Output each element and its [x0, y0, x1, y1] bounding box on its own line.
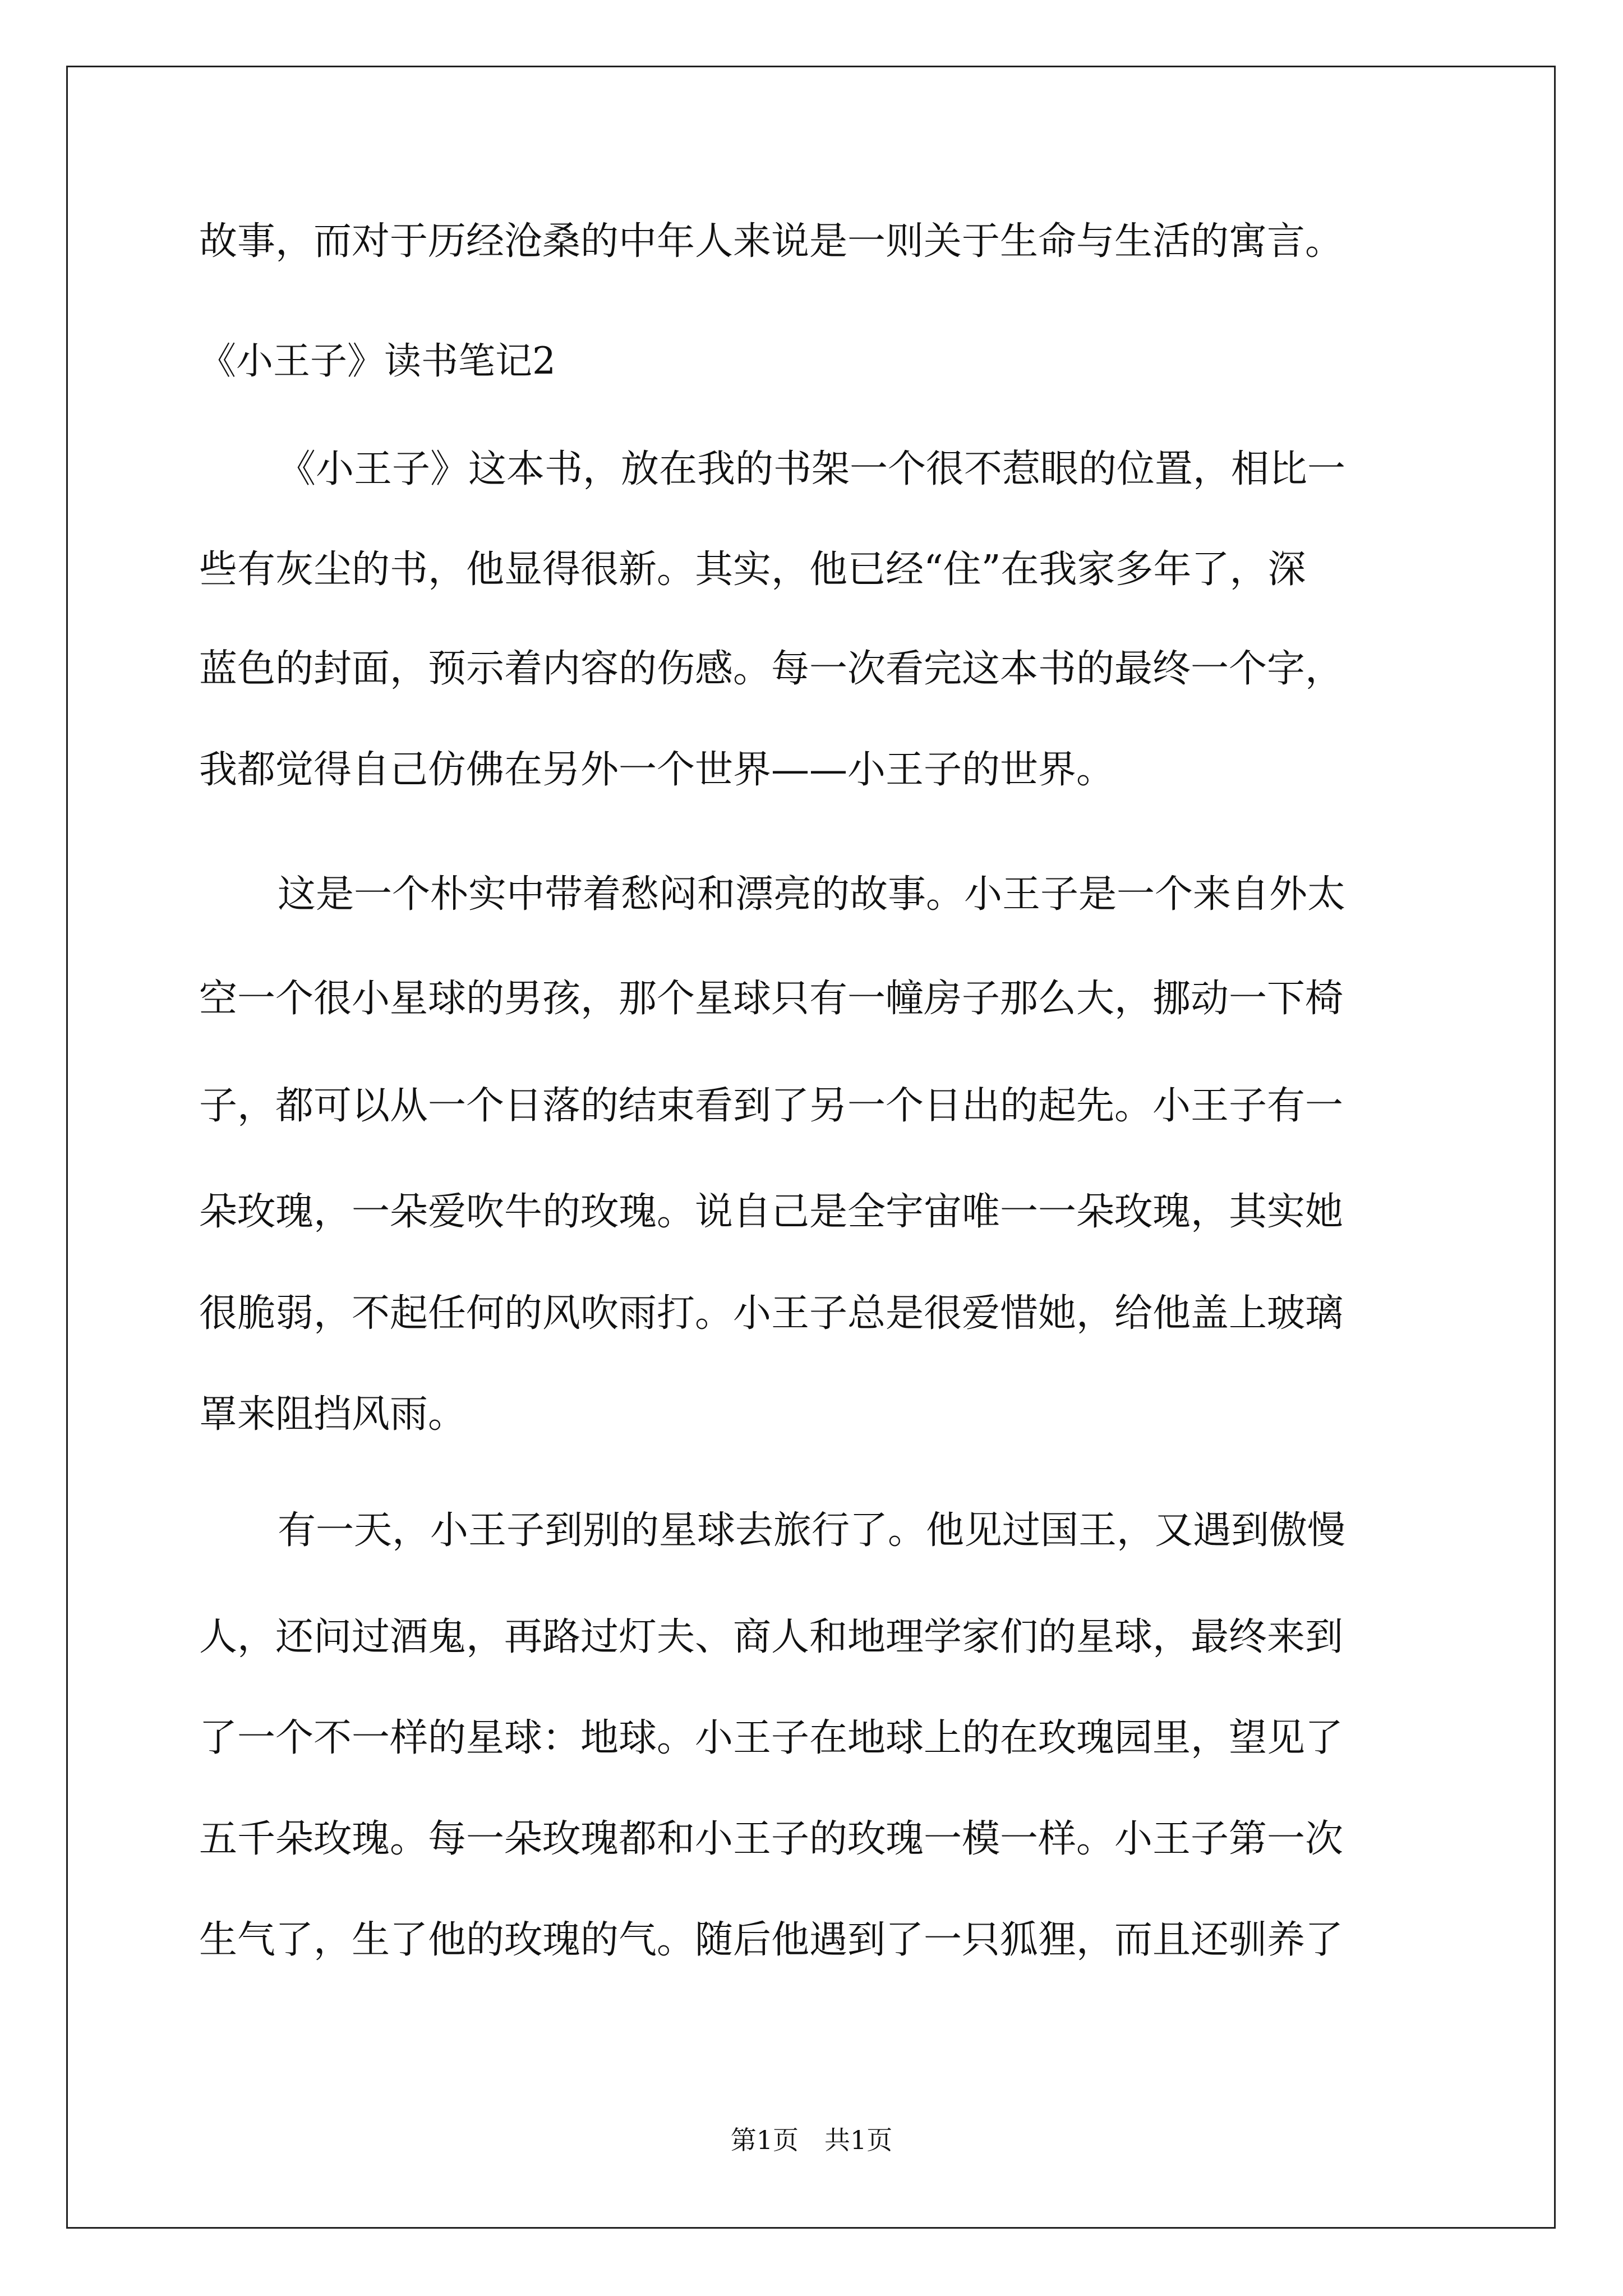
body-line-4: 些有灰尘的书，他显得很新。其实，他已经“住”在我家多年了，深: [199, 547, 1306, 592]
body-line-3: 《小王子》这本书，放在我的书架一个很不惹眼的位置，相比一: [278, 447, 1346, 491]
page-number-footer: 第1页 共1页: [730, 2125, 893, 2155]
body-line-5: 蓝色的封面，预示着内容的伤感。每一次看完这本书的最终一个字，: [199, 647, 1344, 691]
body-line-1: 故事，而对于历经沧桑的中年人来说是一则关于生命与生活的寓言。: [199, 219, 1344, 264]
body-line-7: 这是一个朴实中带着愁闷和漂亮的故事。小王子是一个来自外太: [278, 872, 1346, 917]
body-line-8: 空一个很小星球的男孩，那个星球只有一幢房子那么大，挪动一下椅: [199, 977, 1344, 1021]
body-line-6: 我都觉得自己仿佛在另外一个世界——小王子的世界。: [199, 748, 1115, 792]
body-line-13: 有一天，小王子到别的星球去旅行了。他见过国王，又遇到傲慢: [278, 1508, 1346, 1553]
body-line-12: 罩来阻挡风雨。: [199, 1392, 467, 1437]
body-line-11: 很脆弱，不起任何的风吹雨打。小王子总是很爱惜她，给他盖上玻璃: [199, 1291, 1344, 1336]
body-line-17: 生气了，生了他的玫瑰的气。随后他遇到了一只狐狸，而且还驯养了: [199, 1918, 1344, 1962]
body-line-15: 了一个不一样的星球：地球。小王子在地球上的在玫瑰园里，望见了: [199, 1716, 1344, 1760]
body-line-9: 子，都可以从一个日落的结束看到了另一个日出的起先。小王子有一: [199, 1084, 1344, 1128]
body-line-16: 五千朵玫瑰。每一朵玫瑰都和小王子的玫瑰一模一样。小王子第一次: [199, 1817, 1344, 1861]
body-line-10: 朵玫瑰，一朵爱吹牛的玫瑰。说自己是全宇宙唯一一朵玫瑰，其实她: [199, 1190, 1344, 1234]
body-line-14: 人，还问过酒鬼，再路过灯夫、商人和地理学家们的星球，最终来到: [199, 1615, 1344, 1659]
section-heading: 《小王子》读书笔记2: [199, 339, 556, 383]
page-border: [66, 66, 1556, 2229]
